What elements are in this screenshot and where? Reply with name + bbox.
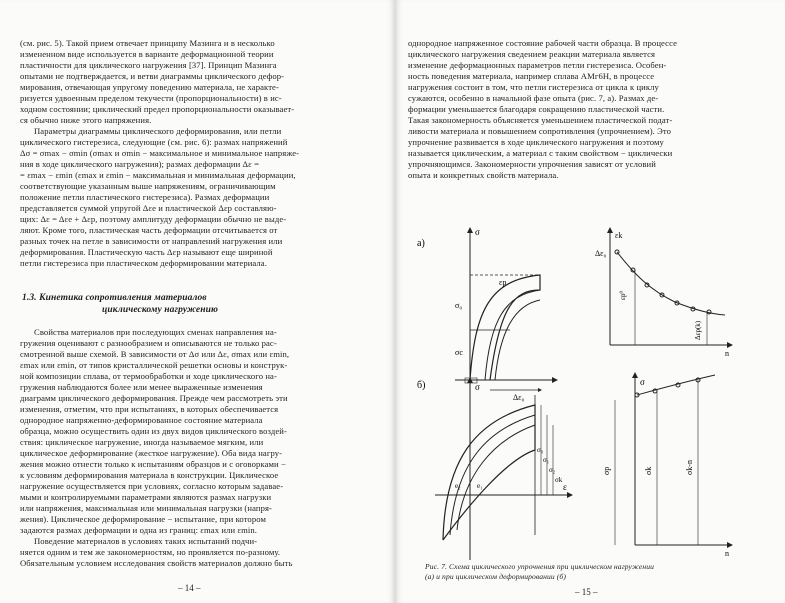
text-line: жения). Циклическое деформирование − испытание, при котором xyxy=(20,514,266,524)
figure-7 xyxy=(395,190,785,590)
text-line: измененном виде используется в варианте деформационной теории xyxy=(20,49,274,59)
label-a: а) xyxy=(417,238,425,249)
text-line: или напряжения, максимальная или минимальная нагрузки (напря- xyxy=(20,503,272,513)
label-eps-k: εk xyxy=(615,231,623,240)
label-b: б) xyxy=(417,380,426,391)
text-line: Такая закономерность объясняется уменьшением пластической подат- xyxy=(408,115,673,125)
hysteresis-b-mid xyxy=(450,415,535,535)
text-line: изменения, отметим, что при испытаниях, в которых обеспечивается xyxy=(20,404,279,414)
text-line: формации уменьшается благодаря сокращению пластической части. xyxy=(408,104,665,114)
text-line: Обязательным условием исследования свойств материалов должно быть xyxy=(20,558,293,568)
text-line: нагружение осуществляется при условиях, согласно которым задавае- xyxy=(20,481,284,491)
label-sigma-2: σ₂ xyxy=(549,466,556,474)
text-line: (см. рис. 5). Такой прием отвечает принципу Мазинга и в несколько xyxy=(20,38,275,48)
figure-caption-cont: (а) и при циклическом деформировании (б) xyxy=(425,572,566,581)
page-number-left: – 14 – xyxy=(178,583,201,593)
text-line: ной композиции сплава, от термообработки и ходе циклического на- xyxy=(20,371,277,381)
text-line: смотренной выше схемой. В зависимости от Δσ или Δε, σmax или εmin, xyxy=(20,349,290,359)
text-line: однородное напряженное состояние рабочей части образца. В процессе xyxy=(408,38,678,48)
text-line: упрочняющимся. Закономерности упрочнения зависят от условий xyxy=(408,159,656,169)
text-line: εmax или εmin, от типов кристаллической решетки основы и конструк- xyxy=(20,360,288,370)
text-line: ризуется удвоенным пределом текучести (пропорциональности) в ис- xyxy=(20,93,282,103)
text-line: опытами не подтверждается, и ветви диаграммы циклического дефор- xyxy=(20,71,285,81)
section-title: 1.3. Кинетика сопротивления материалов xyxy=(22,293,207,303)
text-line: задаются размах деформации и одна из границ: εmax или εmin. xyxy=(20,525,258,535)
text-line: сужаются, особенно в начальной фазе опыта (рис. 7, а). Размах де- xyxy=(408,93,659,103)
figure-caption: Рис. 7. Схема циклического упрочнения при циклическом нагружении xyxy=(425,562,655,571)
text-line: мирования, отвечающая упругому поведению материала, не характе- xyxy=(20,82,279,92)
label-sigma-kn: σk-n xyxy=(685,460,694,475)
label-e2: e₂ xyxy=(455,482,461,490)
label-n: n xyxy=(725,349,729,358)
text-line: образца, можно осуществить один из двух видов циклического воздей- xyxy=(20,426,287,436)
label-sigma-k: σk xyxy=(555,476,563,484)
text-line: Параметры диаграммы циклического деформирования, или петли xyxy=(34,126,282,136)
text-line: Поведение материалов в условиях таких испытаний подчи- xyxy=(34,536,258,546)
text-line: опыта и конкретных свойств материала. xyxy=(408,170,559,180)
hysteresis-loop-inner xyxy=(485,290,540,380)
label-sigma-c: σc xyxy=(455,348,463,357)
label-delta-eps0: Δε₀ xyxy=(595,249,607,258)
label-sigma-b2: σ xyxy=(640,377,645,387)
text-line: положение петли пластического гистерезиса). Размах деформации xyxy=(20,192,270,202)
text-line: разных точек на петле в зависимости от направлений нагружения или xyxy=(20,236,283,246)
text-line: Свойства материалов при последующих сменах направления на- xyxy=(34,327,277,337)
text-line: ходном состоянии; циклический предел пропорциональности оказывает- xyxy=(20,104,295,114)
text-line: ся обычно ниже этого напряжения. xyxy=(20,115,152,125)
text-line: представляется суммой упругой Δεe и пластической Δεp составляю- xyxy=(20,203,277,213)
text-line: гружения оценивают с разнообразием и описываются не только рас- xyxy=(20,338,277,348)
label-sigma-0: σ₀ xyxy=(455,301,463,310)
text-line: пластичности для циклического нагружения [37]. Принцип Мазинга xyxy=(20,60,277,70)
text-line: щих: Δε = Δεe + Δεp, поэтому амплитуду деформации обычно не выде- xyxy=(20,214,287,224)
hysteresis-loop-outer xyxy=(470,275,540,380)
text-line: Δσ = σmax − σmin (σmax и σmin − максимальное и минимальное напряже- xyxy=(20,148,300,158)
label-sigma-b: σ xyxy=(475,382,480,392)
label-sigma-0b: σ₀ xyxy=(537,446,544,454)
label-eps-p-a: εp xyxy=(499,278,507,287)
label-n-b2: n xyxy=(725,549,729,558)
text-line: однородное напряженно-деформированное состояние материала xyxy=(20,415,263,425)
text-line: петли гистерезиса при пластическом деформировании материала. xyxy=(20,258,267,268)
label-sigma-a: σ xyxy=(475,227,480,237)
label-eps-b: ε xyxy=(563,482,567,492)
text-line: циклического нагружения сведением реакции материала является xyxy=(408,49,656,59)
text-line: циклическое деформирование (жесткое нагружение). Оба вида нагру- xyxy=(20,448,283,458)
label-sigma-p: σp xyxy=(602,466,611,475)
text-line: ляют. Кроме того, пластическая часть деформации отсчитывается от xyxy=(20,225,278,235)
decay-curve xyxy=(617,252,725,315)
page-number-right: – 15 – xyxy=(575,587,598,597)
label-sigma-kk: σk xyxy=(644,466,653,475)
text-line: ливости материала и повышением сопротивления (упрочнением). Это xyxy=(408,126,672,136)
hysteresis-loop-inner2 xyxy=(495,300,540,380)
label-delta-eps-a: Δε₀ xyxy=(513,393,525,402)
text-line: диаграмм циклического деформирования. Прежде чем рассмотреть эти xyxy=(20,393,288,403)
label-delta-eps-pk: Δεp(k) xyxy=(694,320,702,340)
text-line: няется одним и тем же закономерностям, но проявляется по-разному. xyxy=(20,547,281,557)
text-line: соответствующие указанным выше напряжениям, ограничивающим xyxy=(20,181,276,191)
text-line: = εmax − εmin (εmax и εmin − максимальная и минимальная деформации, xyxy=(20,170,296,180)
label-eps-p0: εp⁰ xyxy=(619,290,627,300)
text-line: к условиям деформирования материала в конструкции. Циклическое xyxy=(20,470,279,480)
text-line: называется циклическим, а материал с таким свойством − циклически xyxy=(408,148,673,158)
label-sigma-1: σ₁ xyxy=(543,456,550,464)
text-line: нагружения состоит в том, что петли гистерезиса от цикла к циклу xyxy=(408,82,659,92)
text-line: упрочнение развивается в ходе циклического нагружения и поэтому xyxy=(408,137,664,147)
text-line: изменение деформационных параметров петли гистерезиса. Особен- xyxy=(408,60,667,70)
text-line: мыми и контролируемыми параметрами являются размах нагрузки xyxy=(20,492,272,502)
text-line: ствия: циклическое нагружение, иногда называемое мягким, или xyxy=(20,437,264,447)
text-line: деформирования. Пластическую часть Δεp называют еще шириной xyxy=(20,247,273,257)
label-e1: e₁ xyxy=(477,482,483,490)
section-title-cont: циклическому нагружению xyxy=(102,305,219,315)
text-line: жения можно отнести только к испытаниям образцов и с оговорками − xyxy=(20,459,286,469)
text-line: ния в ходе циклического нагружения); размах деформации Δε = xyxy=(20,159,260,169)
text-line: циклического гистерезиса, следующие (см. рис. 6): размах напряжений xyxy=(20,137,288,147)
hysteresis-b-outer xyxy=(443,405,535,540)
text-line: ность поведения материала, например сплава АМг6Н, в процессе xyxy=(408,71,655,81)
text-line: гружения наблюдаются более или менее выраженные изменения xyxy=(20,382,263,392)
